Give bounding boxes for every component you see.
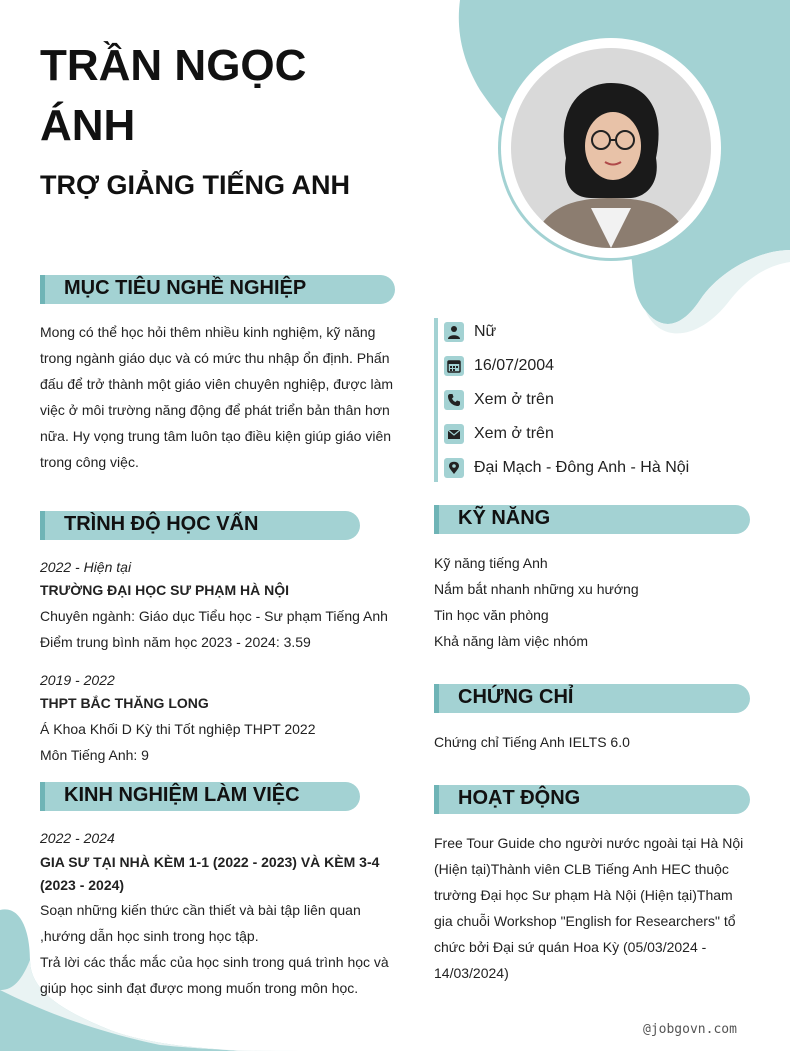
email-icon [444, 424, 464, 444]
phone-icon [444, 390, 464, 410]
skill-item: Khả năng làm việc nhóm [434, 633, 589, 649]
objective-line: nữa. Hy vọng trung tâm luôn tạo điều kiện giúp giáo viên [40, 428, 392, 444]
experience-period: 2022 - 2024 [40, 830, 115, 846]
skill-item: Nắm bắt nhanh những xu hướng [434, 581, 639, 597]
location-icon [444, 458, 464, 478]
info-phone [444, 388, 554, 412]
activities-title: HOẠT ĐỘNG [458, 787, 581, 809]
education-title: TRÌNH ĐỘ HỌC VẤN [64, 513, 259, 535]
experience-title: KINH NGHIỆM LÀM VIỆC [64, 784, 300, 806]
person-icon [444, 322, 464, 342]
info-birthday [444, 354, 554, 378]
activity-line: trường Đại học Sư phạm Hà Nội (Hiện tại)Tham [434, 887, 733, 903]
activity-line: gia chuỗi Workshop "English for Researchers" tổ [434, 913, 736, 929]
watermark: @jobgovn.com [643, 1022, 737, 1037]
section-header-activities [434, 785, 750, 814]
info-email [444, 422, 554, 446]
address-value: Đại Mạch - Đông Anh - Hà Nội [474, 459, 690, 476]
skill-item: Tin học văn phòng [434, 607, 549, 623]
activity-line: 14/03/2024) [434, 965, 509, 981]
education-item [40, 667, 400, 768]
candidate-role: TRỢ GIẢNG TIẾNG ANH [40, 170, 351, 200]
education-period: 2019 - 2022 [40, 672, 115, 688]
objective-line: trong ngành giáo dục và có mức thu nhập ổn định. Phấn [40, 350, 390, 366]
education-detail: Chuyên ngành: Giáo dục Tiểu học - Sư phạm Tiếng Anh [40, 608, 388, 624]
objective-title: MỤC TIÊU NGHỀ NGHIỆP [64, 277, 307, 299]
certificates-list [434, 729, 754, 755]
birthday-value: 16/07/2004 [474, 357, 555, 374]
phone-value: Xem ở trên [474, 391, 554, 408]
section-header-experience [40, 782, 360, 811]
certificate-item: Chứng chỉ Tiếng Anh IELTS 6.0 [434, 734, 630, 750]
experience-line: ,hướng dẫn học sinh trong học tập. [40, 928, 259, 944]
calendar-icon [444, 356, 464, 376]
experience-line: Trả lời các thắc mắc của học sinh trong quá trình học và [40, 954, 389, 970]
experience-line: giúp học sinh đạt được mong muốn trong môn học. [40, 980, 359, 996]
education-period: 2022 - Hiện tại [40, 559, 132, 575]
section-header-skills [434, 505, 750, 534]
experience-line: Soạn những kiến thức cần thiết và bài tập liên quan [40, 902, 361, 918]
skill-item: Kỹ năng tiếng Anh [434, 555, 548, 571]
certificates-title: CHỨNG CHỈ [458, 686, 574, 708]
education-detail: Môn Tiếng Anh: 9 [40, 747, 149, 763]
email-value: Xem ở trên [474, 425, 554, 442]
objective-line: việc ở môi trường năng động để phát triển bản thân hơn [40, 402, 390, 418]
avatar [511, 48, 711, 248]
candidate-name: TRẦN NGỌC ÁNH [40, 41, 307, 150]
skills-list [434, 550, 754, 654]
education-item [40, 554, 400, 655]
section-header-education [40, 511, 360, 540]
objective-text [40, 319, 400, 475]
skills-title: KỸ NĂNG [458, 507, 551, 529]
objective-line: Mong có thể học hỏi thêm nhiều kinh nghiệm, kỹ năng [40, 324, 376, 340]
education-detail: Điểm trung bình năm học 2023 - 2024: 3.59 [40, 634, 311, 650]
education-detail: Á Khoa Khối D Kỳ thi Tốt nghiệp THPT 2022 [40, 721, 316, 737]
section-header-objective [40, 275, 395, 304]
experience-role: GIA SƯ TẠI NHÀ KÈM 1-1 (2022 - 2023) VÀ KÈM 3-4 [40, 854, 380, 870]
objective-line: đấu để trở thành một giáo viên chuyên nghiệp, được làm [40, 376, 394, 392]
education-school: TRƯỜNG ĐẠI HỌC SƯ PHẠM HÀ NỘI [40, 582, 290, 598]
objective-line: trong công việc. [40, 454, 139, 470]
info-divider [434, 318, 438, 482]
education-school: THPT BẮC THĂNG LONG [40, 695, 209, 711]
info-gender [444, 320, 496, 344]
activity-line: (Hiện tại)Thành viên CLB Tiếng Anh HEC thuộc [434, 861, 729, 877]
activity-line: chức bởi Đại sứ quán Hoa Kỳ (05/03/2024 - [434, 939, 707, 955]
experience-role: (2023 - 2024) [40, 877, 125, 893]
gender-value: Nữ [474, 323, 497, 340]
section-header-certificates [434, 684, 750, 713]
experience-item [40, 825, 395, 1001]
activity-line: Free Tour Guide cho người nước ngoài tại Hà Nội [434, 835, 744, 851]
activities-text [434, 830, 754, 986]
info-address [444, 456, 689, 480]
